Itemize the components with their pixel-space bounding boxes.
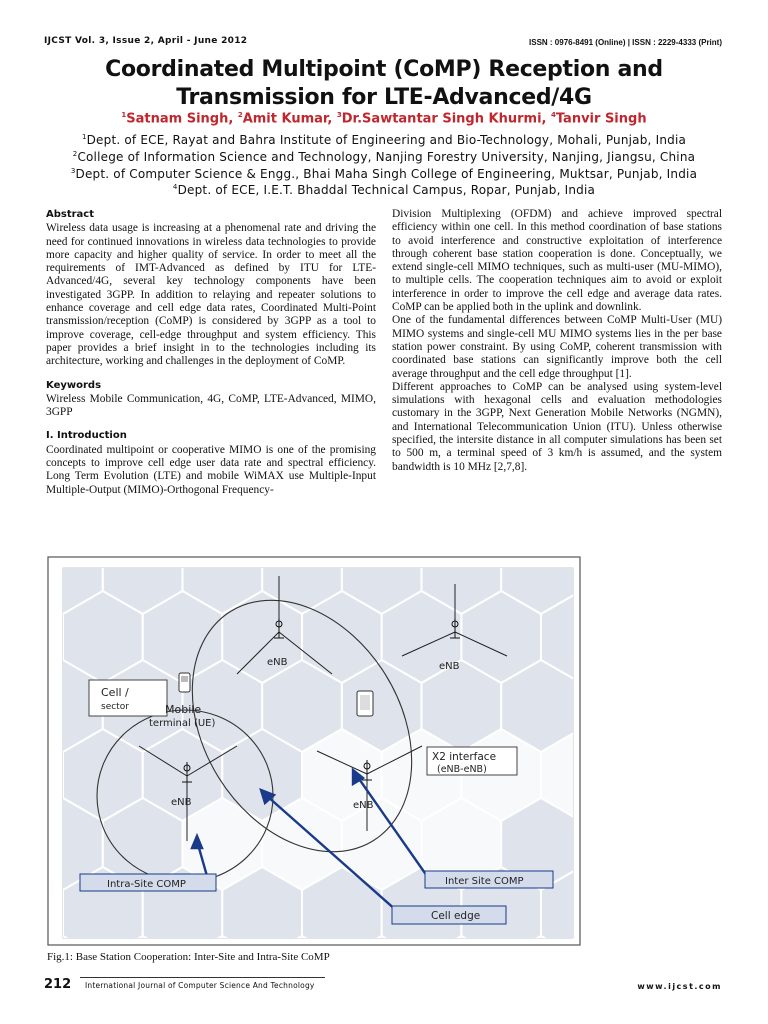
author-4: Tanvir Singh (555, 111, 647, 127)
left-column (46, 208, 376, 497)
phone-icon (179, 673, 190, 692)
author-3: Dr.Sawtantar Singh Khurmi, (341, 111, 551, 127)
author-1: Satnam Singh, (126, 111, 238, 127)
abstract-text: Wireless data usage is increasing at a phenomenal rate and driving the need for continued innovations in wireless data technologies to provide more capacity and higher quality of service. In order to meet all the requirements of IMT-Advanced as defined by ITU for LTE-Advanced/4G, several key technology components have been investigated 3GPP. In addition to relaying and repeater solutions to enhance coverage and cell edge data rates, Coordinated Multi-Point transmission/reception (CoMP) is considered by 3GPP as a tool to improve coverage, cell-edge throughput and system efficiency. This paper provides a brief insight in to the technologies including its architecture, working and challenges in the deployment of CoMP. (46, 222, 376, 368)
inter-site-label: Inter Site COMP (445, 876, 524, 887)
mobile-label: Mobile (165, 703, 202, 716)
abstract-heading: Abstract (46, 209, 95, 220)
author-list (40, 111, 728, 126)
paper-title (40, 56, 728, 112)
author-2: Amit Kumar, (242, 111, 337, 127)
affiliation-1-text: Dept. of ECE, Rayat and Bahra Institute of Engineering and Bio-Technology, Mohali, Punjab, India (86, 133, 687, 147)
enb-label-2: eNB (439, 661, 460, 672)
body-paragraph-1: Division Multiplexing (OFDM) and achieve improved spectral efficiency within one cell. In this method coordination of base stations to avoid interference and constructive exploitation of interference through coherent base station cooperation is done. Conceptually, we extend single-cell MIMO techniques, such as multi-user (MU-MIMO), to multiple cells. The cooperation techniques aim to avoid or exploit interference in order to improve the cell edge and average data rates. CoMP can be applied both in the uplink and downlink. (392, 208, 722, 314)
enb-label-1: eNB (267, 657, 288, 668)
running-header-left: IJCST Vol. 3, Issue 2, April - June 2012 (44, 36, 248, 46)
x2-interface-label: X2 interface (432, 751, 497, 763)
enb-label-3: eNB (171, 797, 192, 808)
journal-url: www.ijcst.com (637, 982, 722, 991)
author-4-sup: 4 (550, 111, 556, 119)
page-number: 212 (44, 977, 72, 992)
intra-site-label: Intra-Site COMP (107, 879, 186, 890)
introduction-text: Coordinated multipoint or cooperative MIMO is one of the promising concepts to improve cell edge user data rate and spectral efficiency. Long Term Evolution (LTE) and mobile WiMAX use Multiple-Input Multiple-Output (MIMO)-Orthogonal Frequency- (46, 443, 376, 496)
author-1-sup: 1 (121, 111, 127, 119)
affiliation-2-sup: 2 (72, 150, 78, 158)
title-line-1: Coordinated Multipoint (CoMP) Reception and (105, 57, 663, 82)
x2-interface-sublabel: (eNB-eNB) (437, 764, 487, 775)
keywords-heading: Keywords (46, 379, 102, 391)
keywords-text: Wireless Mobile Communication, 4G, CoMP, LTE-Advanced, MIMO, 3GPP (46, 392, 376, 419)
journal-name: International Journal of Computer Science And Technology (85, 981, 315, 990)
body-paragraph-3: Different approaches to CoMP can be analysed using system-level simulations with hexagonal cells and evaluation methodologies customary in the 3GPP, Next Generation Mobile Networks (NGMN), and International Telecommunication Union (ITU). Unless otherwise specified, the intersite distance in all computer simulations has been set to 500 m, a terminal speed of 3 km/h is assumed, and the system bandwidth is 10 MHz [2,7,8]. (392, 380, 722, 473)
author-3-sup: 3 (336, 111, 342, 119)
cell-edge-label: Cell edge (431, 910, 481, 922)
author-2-sup: 2 (237, 111, 243, 119)
affiliation-4-sup: 4 (172, 183, 178, 191)
affiliation-4-text: Dept. of ECE, I.E.T. Bhaddal Technical Campus, Ropar, Punjab, India (177, 183, 596, 197)
affiliation-1-sup: 1 (81, 133, 87, 141)
tablet-icon (357, 691, 373, 716)
title-line-2: Transmission for LTE-Advanced/4G (176, 85, 592, 110)
affiliation-3-text: Dept. of Computer Science & Engg., Bhai Maha Singh College of Engineering, Muktsar, Punjab, India (75, 167, 698, 181)
sector-label: sector (101, 702, 129, 712)
right-column (392, 208, 722, 474)
enb-label-4: eNB (353, 800, 374, 811)
affiliation-3-sup: 3 (70, 167, 76, 175)
introduction-heading: I. Introduction (46, 430, 127, 442)
body-paragraph-2: One of the fundamental differences between CoMP Multi-User (MU) MIMO systems and single-cell MU MIMO systems lies in the per base station power constraint. By using CoMP, coherent transmission with coordinated base stations can significantly improve both the cell average throughput and the cell edge throughput [1]. (392, 314, 722, 380)
affiliation-4 (40, 179, 728, 198)
footer-rule (80, 977, 325, 978)
running-header-right: ISSN : 0976-8491 (Online) | ISSN : 2229-4333 (Print) (529, 38, 722, 47)
comp-diagram (47, 556, 581, 946)
figure-caption: Fig.1: Base Station Cooperation: Inter-Site and Intra-Site CoMP (47, 951, 330, 963)
affiliation-2-text: College of Information Science and Technology, Nanjing Forestry University, Nanjing, Jiangsu, China (77, 150, 696, 164)
cell-label: Cell / (101, 686, 129, 699)
figure-base-station-cooperation (47, 556, 581, 946)
mobile-terminal-label: terminal (UE) (149, 718, 216, 729)
